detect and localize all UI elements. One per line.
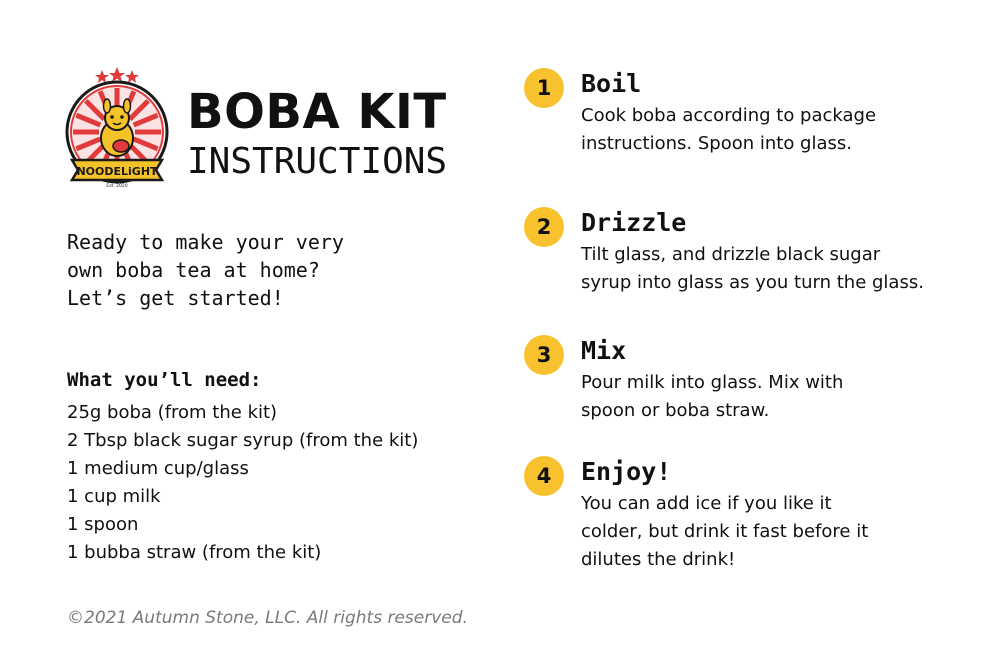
page-title: BOBA KIT bbox=[187, 84, 447, 140]
logo-emblem-icon bbox=[58, 66, 176, 190]
list-item: 1 cup milk bbox=[67, 486, 161, 507]
step-number-badge: 1 bbox=[524, 68, 564, 108]
needs-list bbox=[67, 399, 418, 567]
step-description-line: spoon or boba straw. bbox=[581, 400, 770, 421]
step-number-badge: 3 bbox=[524, 335, 564, 375]
logo-wordmark: NOODELiGHT bbox=[76, 165, 158, 178]
intro-line: own boba tea at home? bbox=[67, 258, 320, 282]
needs-heading: What you’ll need: bbox=[67, 369, 262, 391]
step-title: Mix bbox=[581, 336, 627, 365]
step-number-badge: 2 bbox=[524, 207, 564, 247]
step-title: Enjoy! bbox=[581, 457, 672, 486]
step-description-line: dilutes the drink! bbox=[581, 549, 736, 570]
list-item: 1 medium cup/glass bbox=[67, 458, 249, 479]
step-description bbox=[581, 241, 924, 297]
list-item: 2 Tbsp black sugar syrup (from the kit) bbox=[67, 430, 419, 451]
step-description-line: Tilt glass, and drizzle black sugar bbox=[581, 244, 881, 265]
logo-star-icon bbox=[125, 70, 139, 83]
step-description-line: colder, but drink it fast before it bbox=[581, 521, 869, 542]
step-description-line: syrup into glass as you turn the glass. bbox=[581, 272, 924, 293]
copyright-notice: ©2021 Autumn Stone, LLC. All rights reserved. bbox=[67, 608, 468, 628]
intro-text bbox=[67, 228, 344, 312]
step-description-line: Cook boba according to package bbox=[581, 105, 877, 126]
logo-star-icon bbox=[109, 67, 125, 82]
intro-line: Let’s get started! bbox=[67, 286, 284, 310]
intro-line: Ready to make your very bbox=[67, 230, 344, 254]
step-number-badge: 4 bbox=[524, 456, 564, 496]
list-item: 1 bubba straw (from the kit) bbox=[67, 542, 322, 563]
logo-est-text: Est. 2020 bbox=[106, 184, 128, 189]
noodelight-logo bbox=[58, 66, 176, 190]
logo-star-icon bbox=[95, 70, 109, 83]
step-description bbox=[581, 369, 843, 425]
step-description bbox=[581, 102, 876, 158]
step-description-line: You can add ice if you like it bbox=[581, 493, 832, 514]
list-item: 1 spoon bbox=[67, 514, 139, 535]
page-subtitle: INSTRUCTIONS bbox=[187, 141, 448, 182]
step-description-line: Pour milk into glass. Mix with bbox=[581, 372, 844, 393]
step-title: Drizzle bbox=[581, 208, 687, 237]
list-item: 25g boba (from the kit) bbox=[67, 402, 278, 423]
step-description-line: instructions. Spoon into glass. bbox=[581, 133, 852, 154]
step-description bbox=[581, 490, 868, 574]
step-title: Boil bbox=[581, 69, 642, 98]
